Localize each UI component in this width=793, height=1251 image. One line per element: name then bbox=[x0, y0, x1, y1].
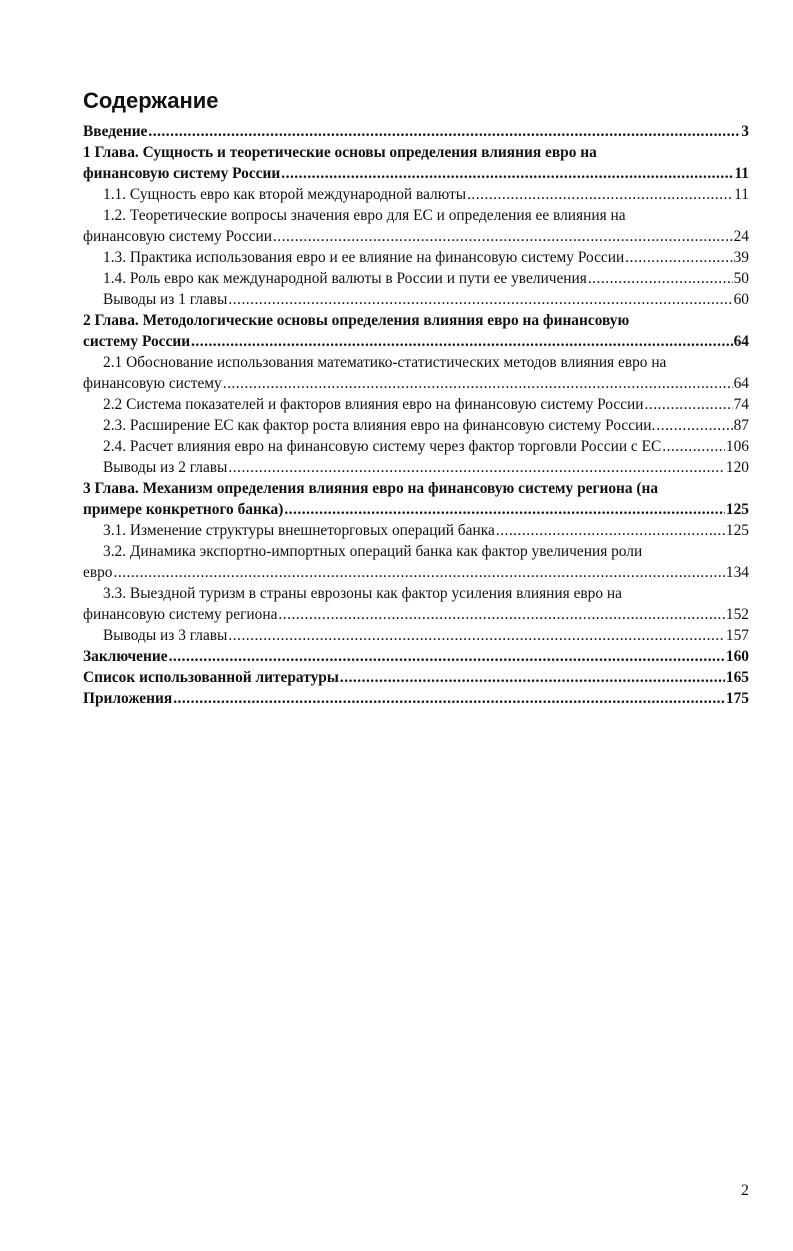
toc-dot-leader bbox=[228, 289, 732, 310]
toc-entry-line bbox=[83, 604, 749, 625]
toc-dot-leader bbox=[169, 646, 725, 667]
toc-entry-line bbox=[83, 499, 749, 520]
toc-entry bbox=[83, 268, 749, 289]
toc-entry-title-line: 1.2. Теоретические вопросы значения евро для ЕС и определения ее влияния на bbox=[103, 207, 626, 224]
toc-entry-page: 106 bbox=[725, 438, 749, 455]
toc-entry bbox=[83, 142, 749, 184]
toc-dot-leader bbox=[467, 184, 733, 205]
toc-entry-title: 2.2 Система показателей и факторов влияния евро на финансовую систему России bbox=[103, 396, 644, 413]
toc-entry bbox=[83, 520, 749, 541]
toc-dot-leader bbox=[114, 562, 725, 583]
toc-entry-title: систему России bbox=[83, 333, 191, 350]
toc-dot-leader bbox=[228, 457, 725, 478]
toc-entry-title: Приложения bbox=[83, 690, 173, 707]
toc-entry-page: 125 bbox=[725, 501, 749, 518]
toc-dot-leader bbox=[662, 436, 725, 457]
toc-entry-line bbox=[103, 289, 749, 310]
toc-entry-page: 165 bbox=[725, 669, 749, 686]
page-number: 2 bbox=[741, 1182, 749, 1199]
toc-dot-leader bbox=[191, 331, 733, 352]
toc-entry-title: 3.1. Изменение структуры внешнеторговых операций банка bbox=[103, 522, 495, 539]
toc-entry-title-line: 2 Глава. Методологические основы определения влияния евро на финансовую bbox=[83, 312, 630, 329]
toc-dot-leader bbox=[645, 394, 733, 415]
toc-entry-line bbox=[83, 688, 749, 709]
toc-entry-page: 11 bbox=[734, 165, 749, 182]
toc-dot-leader bbox=[273, 226, 733, 247]
toc-entry bbox=[83, 541, 749, 583]
toc-entry bbox=[83, 205, 749, 247]
toc-dot-leader bbox=[223, 373, 733, 394]
toc-entry-title-line: 3 Глава. Механизм определения влияния евро на финансовую систему региона (на bbox=[83, 480, 659, 497]
toc-entry bbox=[83, 415, 749, 436]
toc-entry-title: 1.4. Роль евро как международной валюты в России и пути ее увеличения bbox=[103, 270, 587, 287]
toc-entry bbox=[83, 310, 749, 352]
toc-entry-page: 125 bbox=[725, 522, 749, 539]
toc-entry-title: 2.3. Расширение ЕС как фактор роста влияния евро на финансовую систему России. bbox=[103, 417, 656, 434]
toc-entry bbox=[83, 121, 749, 142]
toc-dot-leader bbox=[281, 163, 733, 184]
toc-dot-leader bbox=[656, 415, 732, 436]
toc-entry-line bbox=[103, 457, 749, 478]
toc-dot-leader bbox=[625, 247, 732, 268]
toc-dot-leader bbox=[496, 520, 725, 541]
toc-entry-title: 1.1. Сущность евро как второй международной валюты bbox=[103, 186, 467, 203]
toc-entry-page: 160 bbox=[725, 648, 749, 665]
toc-entry-title: Выводы из 1 главы bbox=[103, 291, 228, 308]
toc-entry-line bbox=[103, 436, 749, 457]
toc-dot-leader bbox=[340, 667, 725, 688]
toc-entry-title: финансовую систему bbox=[83, 375, 222, 392]
toc-entry-title: Заключение bbox=[83, 648, 168, 665]
toc-entry bbox=[83, 289, 749, 310]
toc-entry-page: 134 bbox=[725, 564, 749, 581]
toc-entry-title: финансовую систему России bbox=[83, 228, 272, 245]
page-title: Содержание bbox=[83, 88, 219, 113]
toc-entry-line bbox=[83, 667, 749, 688]
toc-entry bbox=[83, 478, 749, 520]
toc-entry-title: евро bbox=[83, 564, 113, 581]
toc-dot-leader bbox=[284, 499, 725, 520]
toc-entry-title: Выводы из 3 главы bbox=[103, 627, 228, 644]
toc-entry-title: 2.4. Расчет влияния евро на финансовую систему через фактор торговли России с ЕС bbox=[103, 438, 662, 455]
toc-entry-page: 64 bbox=[733, 375, 749, 392]
toc-entry bbox=[83, 583, 749, 625]
toc-entry-page: 50 bbox=[733, 270, 749, 287]
toc-dot-leader bbox=[228, 625, 725, 646]
toc-entry-line bbox=[103, 625, 749, 646]
toc-entry-line bbox=[83, 646, 749, 667]
toc-entry-line bbox=[83, 163, 749, 184]
toc-entry-line bbox=[83, 226, 749, 247]
toc-entry bbox=[83, 457, 749, 478]
toc-entry-line bbox=[103, 184, 749, 205]
toc-entry-line bbox=[83, 562, 749, 583]
toc-entry-page: 39 bbox=[733, 249, 749, 266]
toc-entry-title: Выводы из 2 главы bbox=[103, 459, 228, 476]
toc-entry-page: 87 bbox=[733, 417, 749, 434]
table-of-contents bbox=[83, 121, 749, 709]
toc-entry-page: 11 bbox=[734, 186, 749, 203]
toc-entry bbox=[83, 688, 749, 709]
toc-entry-line bbox=[103, 520, 749, 541]
toc-entry-page: 60 bbox=[733, 291, 749, 308]
toc-entry-title: Список использованной литературы bbox=[83, 669, 339, 686]
toc-dot-leader bbox=[148, 121, 740, 142]
toc-dot-leader bbox=[278, 604, 725, 625]
toc-entry bbox=[83, 436, 749, 457]
toc-entry-page: 152 bbox=[725, 606, 749, 623]
toc-entry-title: примере конкретного банка) bbox=[83, 501, 284, 518]
toc-entry-line bbox=[83, 331, 749, 352]
toc-entry-line bbox=[103, 247, 749, 268]
toc-entry bbox=[83, 667, 749, 688]
toc-entry-title: 1.3. Практика использования евро и ее влияние на финансовую систему России bbox=[103, 249, 625, 266]
toc-entry-title: финансовую систему России bbox=[83, 165, 281, 182]
toc-entry-page: 24 bbox=[733, 228, 749, 245]
toc-entry bbox=[83, 646, 749, 667]
toc-entry-title: финансовую систему региона bbox=[83, 606, 278, 623]
toc-entry-title-line: 3.3. Выездной туризм в страны еврозоны как фактор усиления влияния евро на bbox=[103, 585, 622, 602]
toc-entry bbox=[83, 352, 749, 394]
toc-entry-page: 64 bbox=[733, 333, 749, 350]
toc-entry-title-line: 3.2. Динамика экспортно-импортных операций банка как фактор увеличения роли bbox=[103, 543, 643, 560]
toc-entry bbox=[83, 247, 749, 268]
toc-entry-page: 157 bbox=[725, 627, 749, 644]
toc-entry-title: Введение bbox=[83, 123, 148, 140]
toc-entry-line bbox=[83, 121, 749, 142]
toc-entry-page: 120 bbox=[725, 459, 749, 476]
toc-entry bbox=[83, 184, 749, 205]
toc-entry-title-line: 2.1 Обоснование использования математико-статистических методов влияния евро на bbox=[103, 354, 667, 371]
toc-entry-page: 74 bbox=[733, 396, 749, 413]
toc-entry-page: 175 bbox=[725, 690, 749, 707]
toc-dot-leader bbox=[173, 688, 725, 709]
toc-entry-line bbox=[103, 268, 749, 289]
toc-dot-leader bbox=[588, 268, 733, 289]
toc-entry-line bbox=[103, 394, 749, 415]
toc-entry-page: 3 bbox=[741, 123, 749, 140]
toc-entry bbox=[83, 625, 749, 646]
toc-entry-title-line: 1 Глава. Сущность и теоретические основы определения влияния евро на bbox=[83, 144, 597, 161]
toc-entry-line bbox=[83, 373, 749, 394]
toc-entry-line bbox=[103, 415, 749, 436]
toc-entry bbox=[83, 394, 749, 415]
